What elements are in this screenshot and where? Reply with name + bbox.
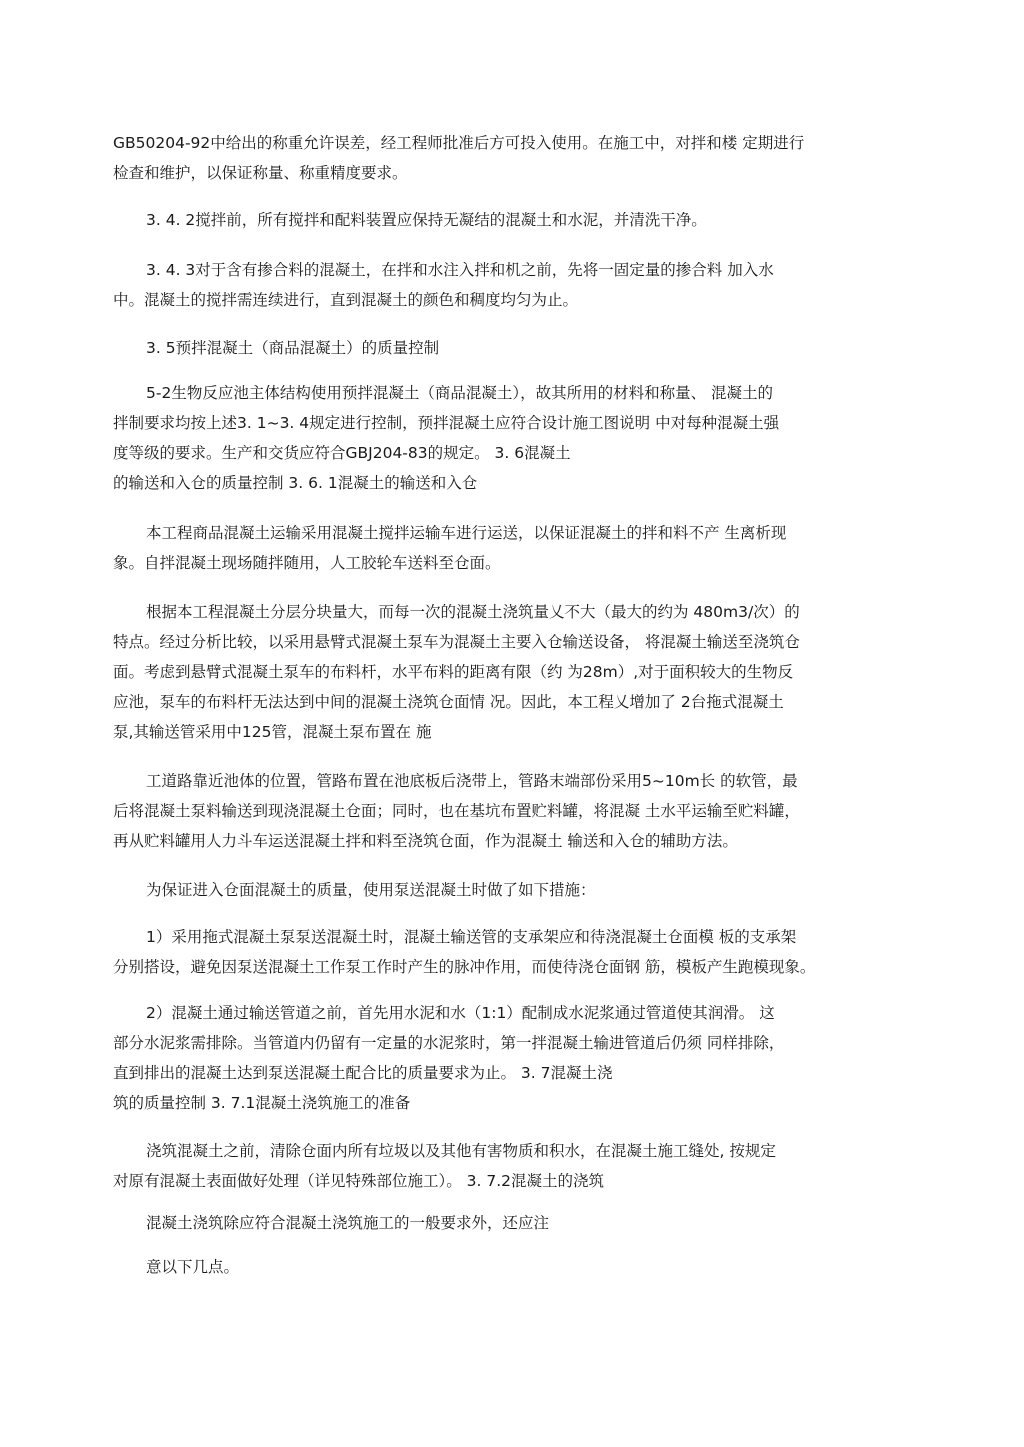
text-line: 1）采用拖式混凝土泵泵送混凝土时，混凝土输送管的支承架应和待浇混凝土仓面模 板的支承架 (146, 928, 797, 946)
text-line: 检查和维护，以保证称量、称重精度要求。 (113, 164, 408, 182)
text-line: 3. 4. 3对于含有掺合料的混凝土，在拌和水注入拌和机之前，先将一固定量的掺合料 加入水 (146, 261, 774, 279)
paragraph-3-4-3 (113, 255, 918, 315)
paragraph-transport (113, 518, 918, 578)
text-line: 度等级的要求。生产和交货应符合GBJ204-83的规定。 3. 6混凝土 (113, 444, 571, 462)
text-line: GB50204-92中给出的称重允许误差，经工程师批准后方可投入使用。在施工中，对拌和楼 定期进行 (113, 134, 805, 152)
heading-3-5 (113, 333, 918, 363)
paragraph-measures-intro (113, 875, 918, 905)
paragraph-pipe-layout (113, 766, 918, 856)
text-line: 为保证进入仓面混凝土的质量，使用泵送混凝土时做了如下措施： (146, 881, 596, 899)
paragraph-measure-2 (113, 998, 918, 1118)
text-line: 根据本工程混凝土分层分块量大，而每一次的混凝土浇筑量乂不大（最大的约为 480m3/次）的 (146, 603, 800, 621)
text-line: 拌制要求均按上述3. 1~3. 4规定进行控制，预拌混凝土应符合设计施工图说明 中对每种混凝土强 (113, 414, 780, 432)
paragraph-5-2-ready-mix (113, 378, 918, 498)
text-line: 5-2生物反应池主体结构使用预拌混凝土（商品混凝土），故其所用的材料和称量、 混凝土的 (146, 384, 773, 402)
paragraph-pouring-requirements (113, 1208, 918, 1238)
text-line: 本工程商品混凝土运输采用混凝土搅拌运输车进行运送，以保证混凝土的拌和料不产 生离析现 (146, 524, 787, 542)
text-line: 混凝土浇筑除应符合混凝土浇筑施工的一般要求外，还应注 (146, 1214, 550, 1232)
text-line: 泵,其输送管采用中125管，混凝土泵布置在 施 (113, 723, 432, 741)
text-line: 2）混凝土通过输送管道之前，首先用水泥和水（1:1）配制成水泥浆通过管道使其润滑。 这 (146, 1004, 775, 1022)
text-line: 对原有混凝土表面做好处理（详见特殊部位施工）。 3. 7.2混凝土的浇筑 (113, 1172, 605, 1190)
text-line: 的输送和入仓的质量控制 3. 6. 1混凝土的输送和入仓 (113, 474, 478, 492)
text-line: 象。自拌混凝土现场随拌随用，人工胶轮车送料至仓面。 (113, 554, 501, 572)
text-line: 直到排出的混凝土达到泵送混凝土配合比的质量要求为止。 3. 7混凝土浇 (113, 1064, 613, 1082)
text-line: 后将混凝土泵料输送到现浇混凝土仓面；同时，也在基坑布置贮料罐，将混凝 土水平运输至贮料罐， (113, 802, 800, 820)
paragraph-pouring-prep (113, 1136, 918, 1196)
paragraph-weighing-tolerance (113, 128, 918, 188)
text-line: 特点。经过分析比较，以采用悬臂式混凝土泵车为混凝土主要入仓输送设备， 将混凝土输送至浇筑仓 (113, 633, 800, 651)
text-line: 工道路靠近池体的位置，管路布置在池底板后浇带上，管路末端部份采用5~10m长 的软管，最 (146, 772, 798, 790)
paragraph-pump-truck (113, 597, 918, 747)
text-line: 浇筑混凝土之前，清除仓面内所有垃圾以及其他有害物质和积水，在混凝土施工缝处, 按规定 (146, 1142, 776, 1160)
paragraph-3-4-2 (113, 205, 918, 235)
text-line: 中。混凝土的搅拌需连续进行，直到混凝土的颜色和稠度均匀为止。 (113, 291, 579, 309)
text-line: 3. 5预拌混凝土（商品混凝土）的质量控制 (146, 339, 440, 357)
text-line: 部分水泥浆需排除。当管道内仍留有一定量的水泥浆时，第一拌混凝土输进管道后仍须 同样排除， (113, 1034, 785, 1052)
text-line: 再从贮料罐用人力斗车运送混凝土拌和料至浇筑仓面，作为混凝土 输送和入仓的辅助方法。 (113, 832, 738, 850)
text-line: 3. 4. 2搅拌前，所有搅拌和配料装置应保持无凝结的混凝土和水泥，并清洗干净。 (146, 211, 707, 229)
text-line: 应池，泵车的布料杆无法达到中间的混凝土浇筑仓面情 况。因此，本工程乂增加了 2台拖式混凝土 (113, 693, 784, 711)
paragraph-measure-1 (113, 922, 918, 982)
text-line: 筑的质量控制 3. 7.1混凝土浇筑施工的准备 (113, 1094, 411, 1112)
text-line: 分别搭设，避免因泵送混凝土工作泵工作时产生的脉冲作用，而使待浇仓面钢 筋，模板产生跑模现象。 (113, 958, 816, 976)
paragraph-points (113, 1252, 918, 1282)
text-line: 意以下几点。 (146, 1258, 240, 1276)
text-line: 面。考虑到悬臂式混凝土泵车的布料杆，水平布料的距离有限（约 为28m）,对于面积较大的生物反 (113, 663, 794, 681)
